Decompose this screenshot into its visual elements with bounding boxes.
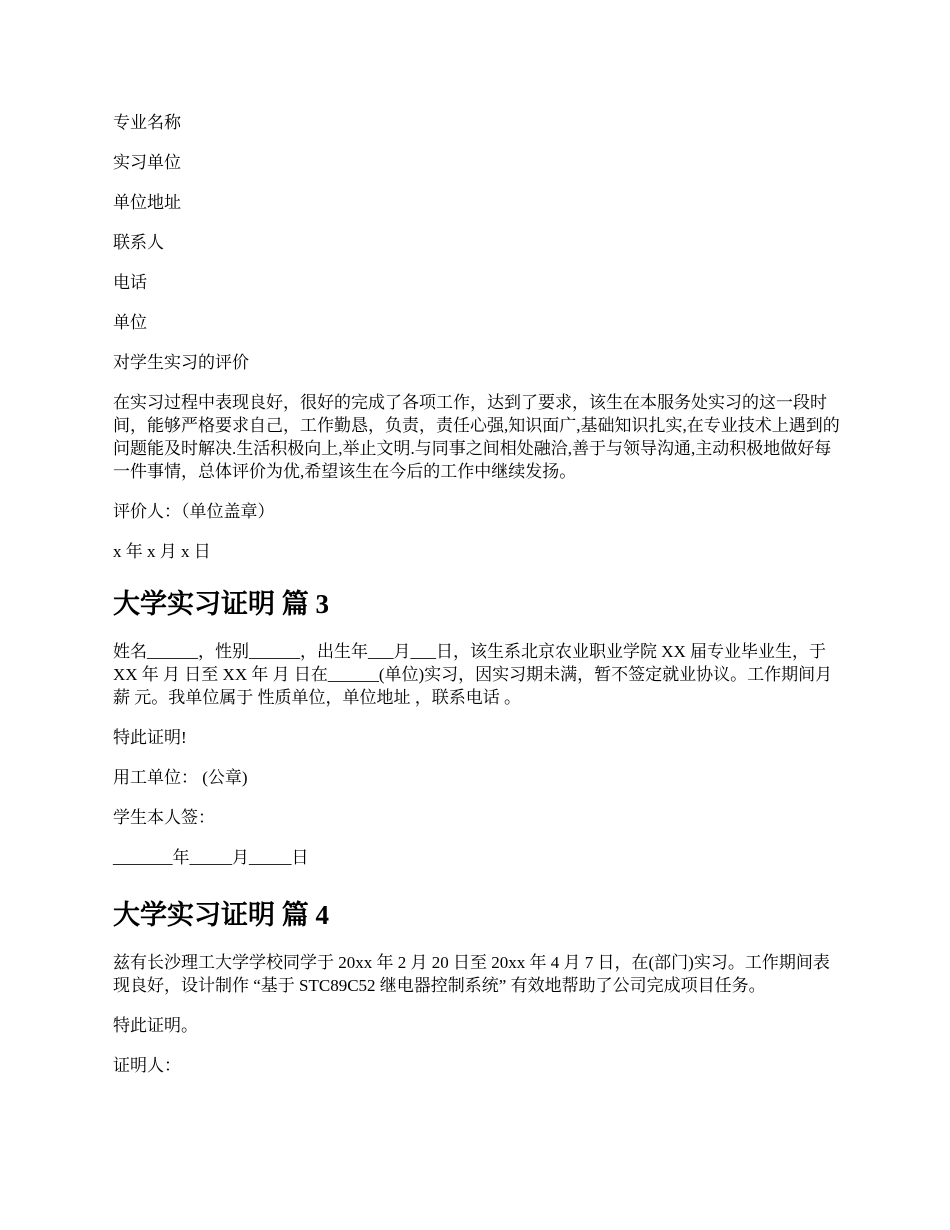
section-4-witness: 证明人： [113, 1056, 181, 1075]
section-3-certify: 特此证明! [113, 728, 187, 747]
field-unit-address: 单位地址 [113, 193, 181, 212]
section-3-student-sign: 学生本人签： [113, 808, 215, 827]
field-major-name: 专业名称 [113, 113, 181, 132]
evaluation-date: x 年 x 月 x 日 [113, 542, 211, 561]
document-page [113, 111, 840, 1094]
field-contact-person: 联系人 [113, 233, 164, 252]
section-3-date: _______年_____月_____日 [113, 848, 309, 867]
field-phone: 电话 [113, 273, 147, 292]
section-4-certify: 特此证明。 [113, 1016, 198, 1035]
section-3-employer: 用工单位： (公章) [113, 768, 248, 787]
evaluation-label: 对学生实习的评价 [113, 353, 249, 372]
field-internship-unit: 实习单位 [113, 153, 181, 172]
section-3-body: 姓名______，性别______，出生年___月___日，该生系北京农业职业学院 XX 届专业毕业生，于 XX 年 月 日至 XX 年 月 日在______(单位)实习，因实习期未满，暂不签定就业协议。工作期间月薪 元。我单位属于 性质单位，单位地址 ，联系电话 。 [113, 642, 833, 707]
field-unit: 单位 [113, 313, 147, 332]
section-3-heading: 大学实习证明 篇 3 [113, 589, 329, 619]
evaluator-line: 评价人：（单位盖章） [113, 502, 275, 521]
evaluation-text: 在实习过程中表现良好，很好的完成了各项工作，达到了要求，该生在本服务处实习的这一段时间，能够严格要求自己，工作勤恳，负责，责任心强,知识面广,基础知识扎实,在专业技术上遇到的问题能及时解决.生活积极向上,举止文明.与同事之间相处融洽,善于与领导沟通,主动积极地做好每一件事情，总体评价为优,希望该生在今后的工作中继续发扬。 [113, 393, 840, 481]
section-4-body: 兹有长沙理工大学学校同学于 20xx 年 2 月 20 日至 20xx 年 4 月 7 日，在(部门)实习。工作期间表现良好，设计制作 “基于 STC89C52 继电器控制系统” 有效地帮助了公司完成项目任务。 [113, 953, 830, 995]
section-4-heading: 大学实习证明 篇 4 [113, 900, 329, 930]
